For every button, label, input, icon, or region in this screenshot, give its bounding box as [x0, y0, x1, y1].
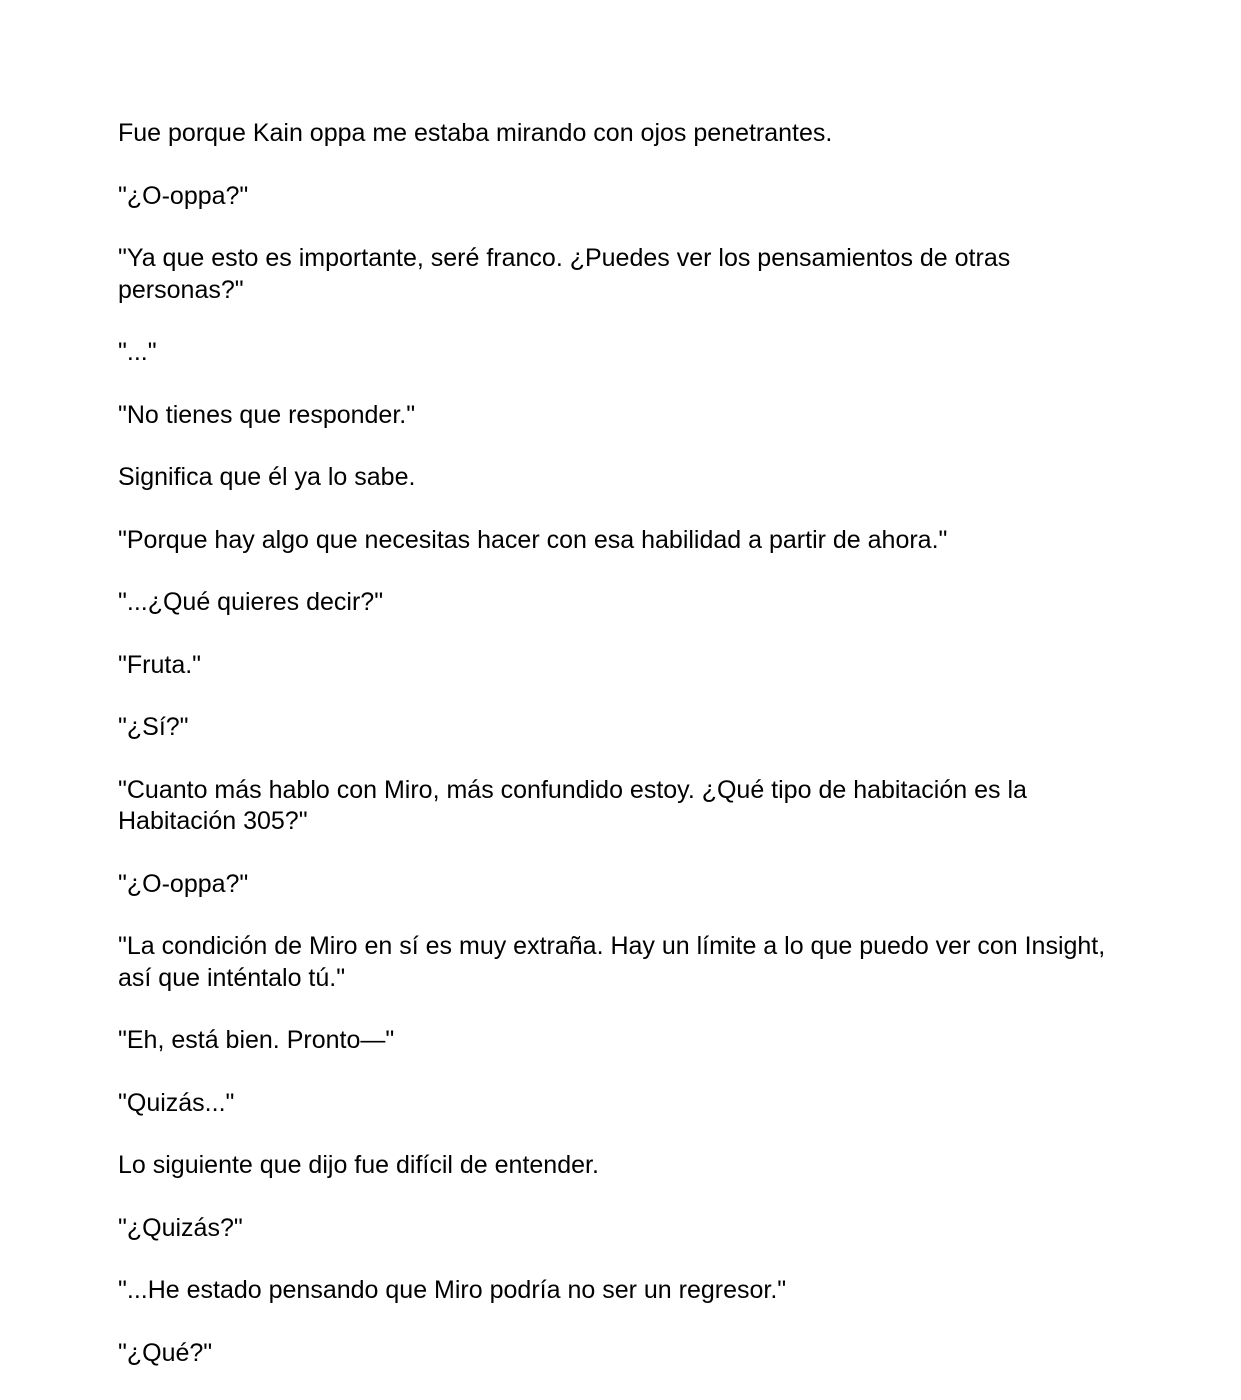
paragraph: "..."	[118, 338, 157, 366]
paragraph: "¿Sí?"	[118, 713, 189, 741]
paragraph: "Cuanto más hablo con Miro, más confundido estoy. ¿Qué tipo de habitación es la Habitación 305?"	[118, 775, 1027, 835]
paragraph: Fue porque Kain oppa me estaba mirando con ojos penetrantes.	[118, 119, 833, 147]
paragraph: "Fruta."	[118, 650, 202, 679]
paragraph: "La condición de Miro en sí es muy extraña. Hay un límite a lo que puedo ver con Insight, así que inténtalo tú."	[118, 932, 1106, 992]
paragraph: "...¿Qué quieres decir?"	[118, 588, 384, 616]
paragraph: "Porque hay algo que necesitas hacer con esa habilidad a partir de ahora."	[118, 525, 948, 554]
paragraph: "No tienes que responder."	[118, 400, 416, 429]
paragraph: "¿Quizás?"	[118, 1213, 243, 1242]
paragraph: "¿Qué?"	[118, 1338, 213, 1367]
document-page	[118, 118, 1118, 1400]
paragraph: "...He estado pensando que Miro podría no ser un regresor."	[118, 1276, 787, 1304]
paragraph: "Ya que esto es importante, seré franco. ¿Puedes ver los pensamientos de otras personas?"	[118, 244, 1011, 304]
paragraph: "¿O-oppa?"	[118, 181, 249, 210]
paragraph: Lo siguiente que dijo fue difícil de entender.	[118, 1151, 599, 1179]
paragraph: "Quizás..."	[118, 1088, 235, 1117]
paragraph: "Eh, está bien. Pronto—"	[118, 1026, 395, 1054]
paragraph: "¿O-oppa?"	[118, 869, 249, 898]
paragraph: Significa que él ya lo sabe.	[118, 463, 416, 491]
